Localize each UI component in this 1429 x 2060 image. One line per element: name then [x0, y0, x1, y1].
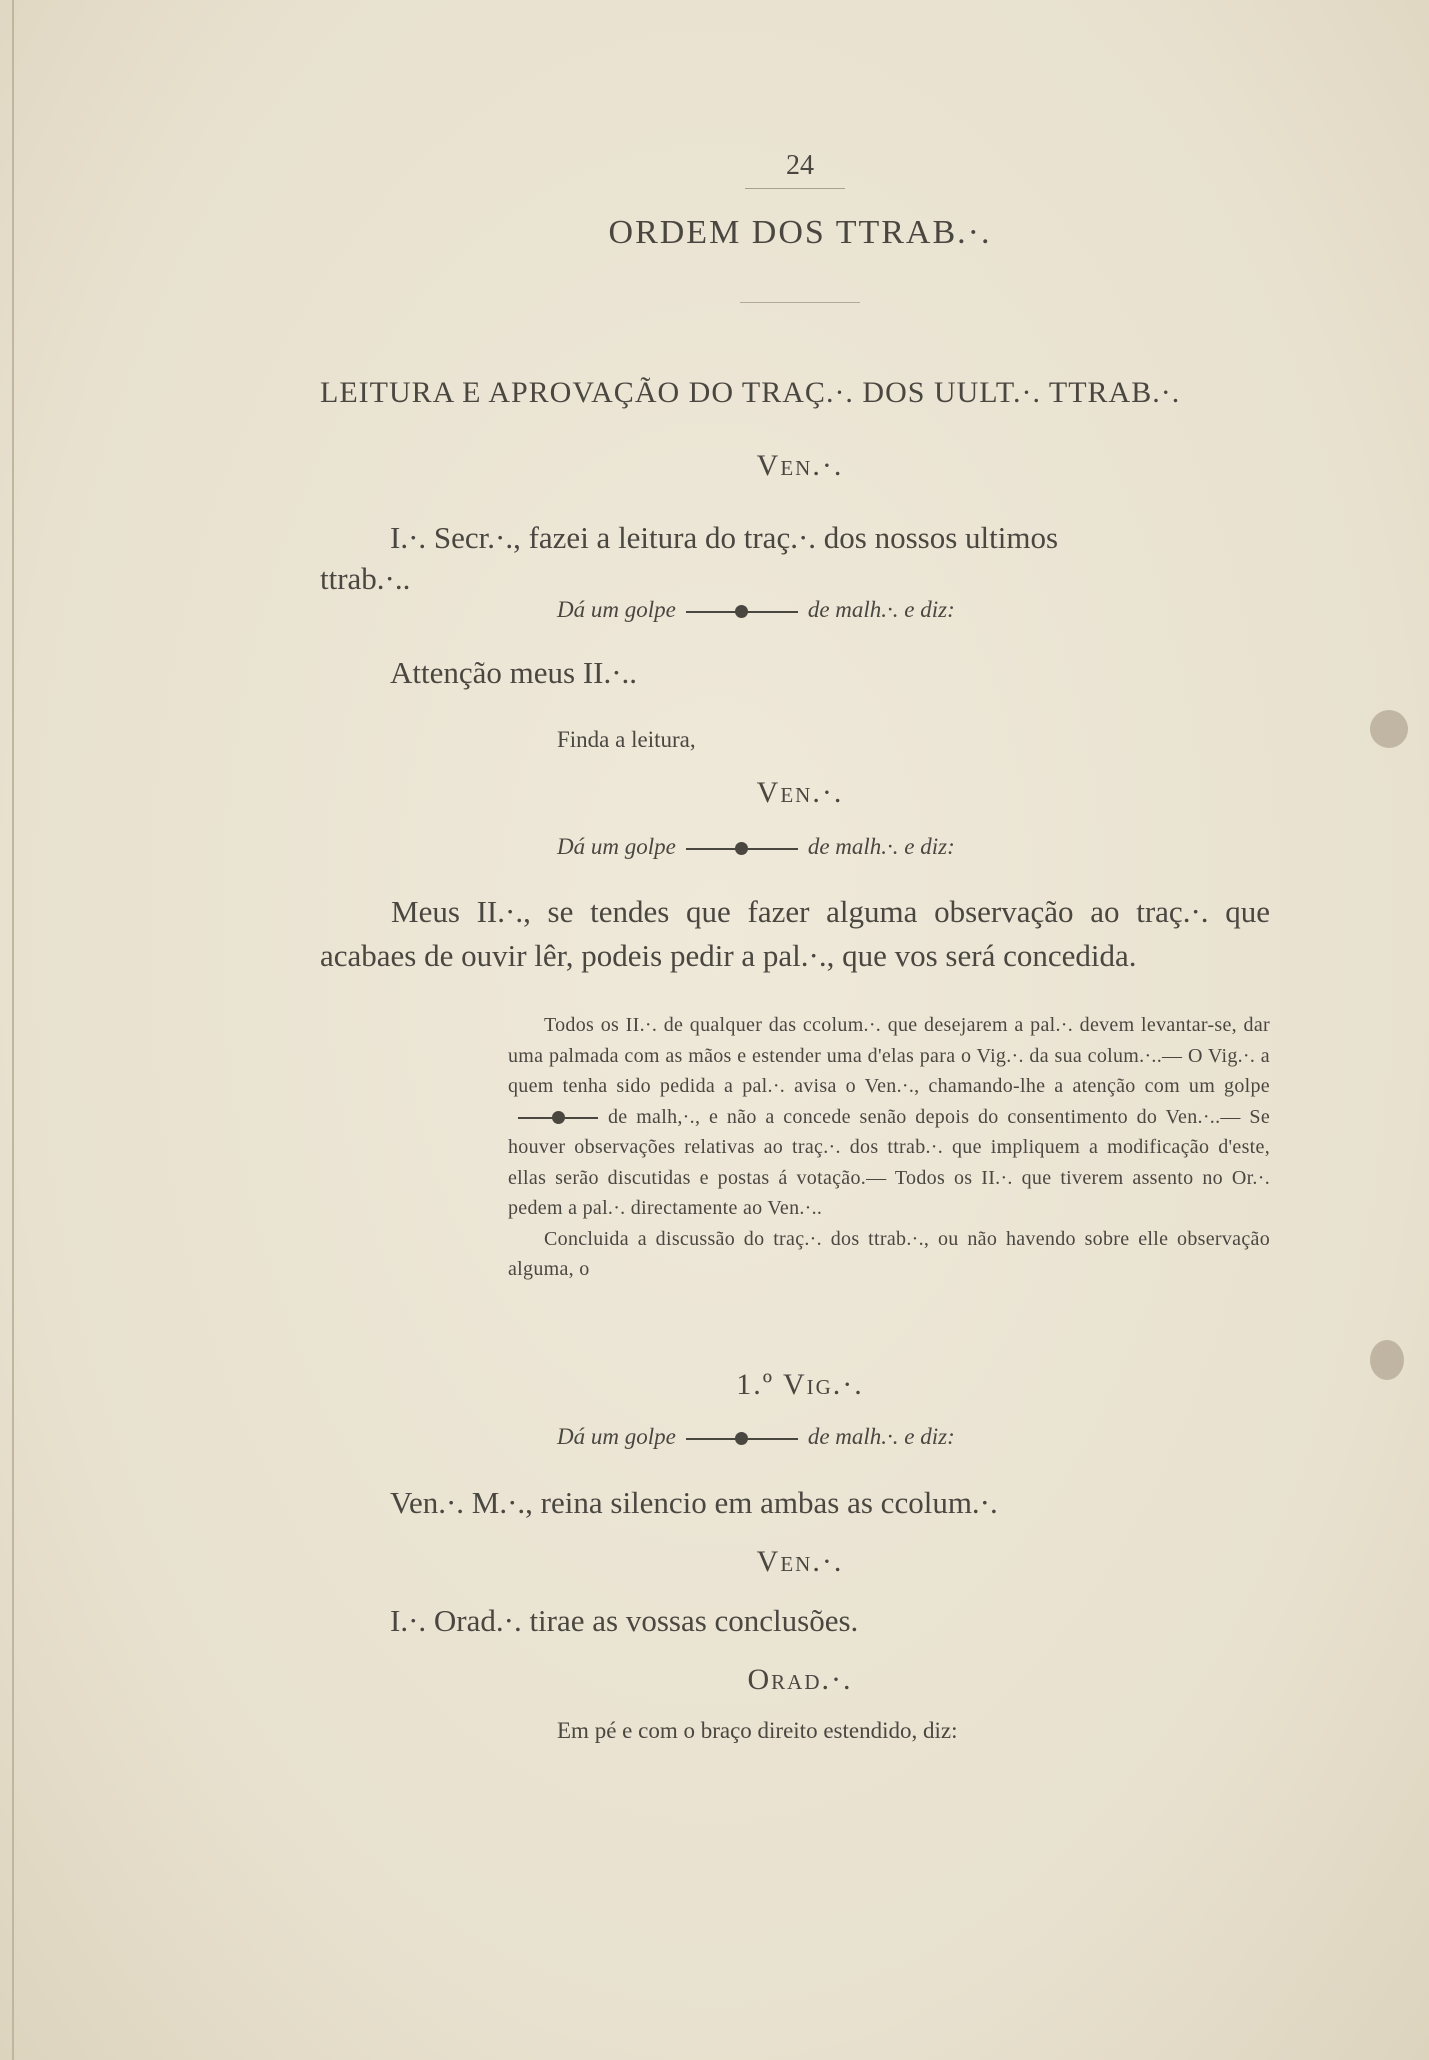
rubric-paragraph: [508, 1010, 1270, 1285]
section-title: ORDEM DOS TTRAB.·.: [608, 214, 992, 251]
title-rule: [740, 302, 860, 303]
rubric-text: de malh,·., e não a concede senão depois do consentimento do Ven.·..— Se houver observações relativas ao traç.·. dos ttrab.·. que impliquem a modificação d'este, ellas serão discutidas e postas á votação.— Todos os II.·. que tiverem assento no Or.·. pedem a pal.·. directamente ao Ven.·..: [508, 1105, 1270, 1219]
speech-attention: Attenção meus II.·..: [390, 655, 638, 690]
stage-direction-text: de malh.·. e diz:: [807, 834, 955, 859]
speech-line-2: ttrab.·..: [320, 561, 411, 596]
speaker-ven-2: Ven.·.: [756, 776, 844, 809]
page-number: 24: [786, 150, 814, 181]
rubric-text: Concluida a discussão do traç.·. dos ttrab.·., ou não havendo sobre elle observação alguma, o: [508, 1227, 1270, 1280]
gavel-knock-icon: [518, 1108, 598, 1128]
stage-direction-text: Dá um golpe: [557, 1424, 676, 1449]
gavel-knock-icon: [686, 602, 798, 622]
paper-stain: [1370, 1340, 1404, 1380]
gavel-knock-icon: [686, 1429, 798, 1449]
speech-silencio: Ven.·. M.·., reina silencio em ambas as ccolum.·.: [390, 1485, 998, 1520]
stage-direction-2: [557, 834, 955, 860]
stage-direction-text: de malh.·. e diz:: [807, 1424, 955, 1449]
speech-conclusoes: I.·. Orad.·. tirae as vossas conclusões.: [390, 1603, 859, 1638]
stage-direction-text: Dá um golpe: [557, 834, 676, 859]
page-number-rule: [745, 188, 845, 189]
stage-note-em-pe: Em pé e com o braço direito estendido, diz:: [557, 1718, 958, 1743]
section-subtitle: LEITURA E APROVAÇÃO DO TRAÇ.·. DOS UULT.·. TTRAB.·.: [320, 376, 1181, 409]
page-edge: [12, 0, 14, 2060]
stage-note-finda: Finda a leitura,: [557, 727, 696, 752]
speaker-ven-1: Ven.·.: [756, 449, 844, 482]
speech-line-1: I.·. Secr.·., fazei a leitura do traç.·. dos nossos ultimos: [390, 520, 1059, 555]
speaker-ven-3: Ven.·.: [756, 1545, 844, 1578]
speech-meus-ii: Meus II.·., se tendes que fazer alguma observação ao traç.·. que acabaes de ouvir lêr, podeis pedir a pal.·., que vos será concedida.: [320, 894, 1270, 973]
gavel-knock-icon: [686, 839, 798, 859]
speaker-orad: Orad.·.: [747, 1663, 853, 1696]
speaker-vig: 1.º Vig.·.: [736, 1368, 864, 1401]
paper-stain: [1370, 710, 1408, 748]
stage-direction-3: [557, 1424, 955, 1450]
stage-direction-text: Dá um golpe: [557, 597, 676, 622]
rubric-text: Todos os II.·. de qualquer das ccolum.·. que desejarem a pal.·. devem levantar-se, dar uma palmada com as mãos e estender uma d'elas para o Vig.·. da sua colum.·..— O Vig.·. a quem tenha sido pedida a pal.·. avisa o Ven.·., chamando-lhe a atenção com um golpe: [508, 1014, 1270, 1097]
stage-direction-text: de malh.·. e diz:: [807, 597, 955, 622]
stage-direction-1: [557, 597, 955, 623]
